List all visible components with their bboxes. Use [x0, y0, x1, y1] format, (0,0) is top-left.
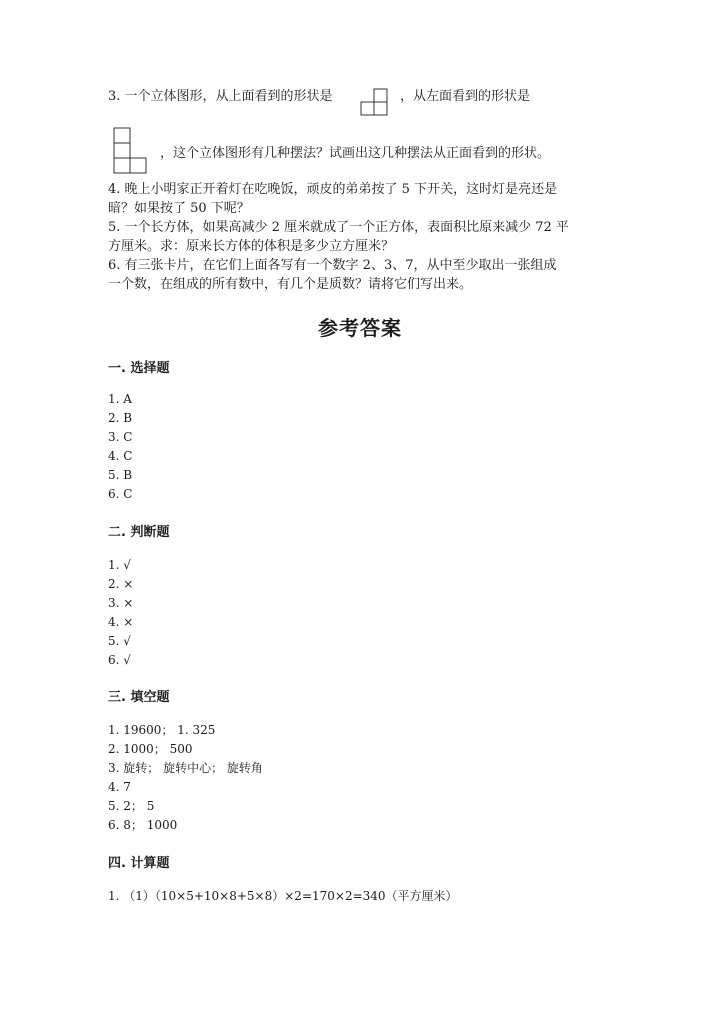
left-view-figure	[113, 127, 147, 175]
fill-answer-5: 5. 2； 5	[108, 799, 155, 813]
choice-answer-3: 3. C	[108, 430, 133, 444]
judge-answer-5: 5. √	[108, 634, 131, 648]
section-judge-heading: 二. 判断题	[108, 525, 170, 540]
judge-answer-3: 3. ×	[108, 596, 134, 610]
fill-answer-3: 3. 旋转； 旋转中心； 旋转角	[108, 761, 263, 775]
judge-answer-1: 1. √	[108, 558, 131, 572]
choice-answer-6: 6. C	[108, 487, 133, 501]
judge-answer-4: 4. ×	[108, 615, 134, 629]
question-6-line-2: 一个数，在组成的所有数中，有几个是质数？请将它们写出来。	[108, 277, 473, 292]
question-3-line-2	[160, 145, 550, 163]
calc-answer-1: 1. （1）（10×5+10×8+5×8）×2=170×2=340（平方厘米）	[108, 889, 458, 903]
fill-answer-4: 4. 7	[108, 780, 131, 794]
section-calc-heading: 四. 计算题	[108, 856, 170, 871]
answer-title: 参考答案	[318, 316, 402, 340]
top-view-figure	[360, 88, 388, 116]
choice-answer-4: 4. C	[108, 449, 133, 463]
choice-answer-1: 1. A	[108, 392, 132, 406]
choice-answer-5: 5. B	[108, 468, 133, 482]
section-choice-heading: 一. 选择题	[108, 361, 170, 376]
question-6-line-1: 6. 有三张卡片，在它们上面各写有一个数字 2、3、7，从中至少取出一张组成	[108, 258, 557, 273]
question-3-text-a: 3. 一个立体图形，从上面看到的形状是	[108, 89, 333, 104]
judge-answer-6: 6. √	[108, 653, 131, 667]
question-5-line-2: 方厘米。求：原来长方体的体积是多少立方厘米？	[108, 239, 395, 254]
choice-answer-2: 2. B	[108, 411, 133, 425]
question-4-line-1: 4. 晚上小明家正开着灯在吃晚饭，顽皮的弟弟按了 5 下开关，这时灯是亮还是	[108, 182, 558, 197]
fill-answer-2: 2. 1000； 500	[108, 742, 193, 756]
fill-answer-6: 6. 8； 1000	[108, 818, 178, 832]
section-fill-heading: 三. 填空题	[108, 690, 170, 705]
question-3-text-b: ，从左面看到的形状是	[400, 89, 531, 104]
fill-answer-1: 1. 19600； 1. 325	[108, 723, 216, 737]
question-3-line-1	[108, 88, 333, 106]
question-4-line-2: 暗？如果按了 50 下呢？	[108, 201, 250, 216]
judge-answer-2: 2. ×	[108, 577, 134, 591]
question-3-text-c: ，这个立体图形有几种摆法？试画出这几种摆法从正面看到的形状。	[160, 146, 551, 161]
question-5-line-1: 5. 一个长方体，如果高减少 2 厘米就成了一个正方体，表面积比原来减少 72 平	[108, 220, 569, 235]
question-3-line-1b	[400, 88, 530, 106]
